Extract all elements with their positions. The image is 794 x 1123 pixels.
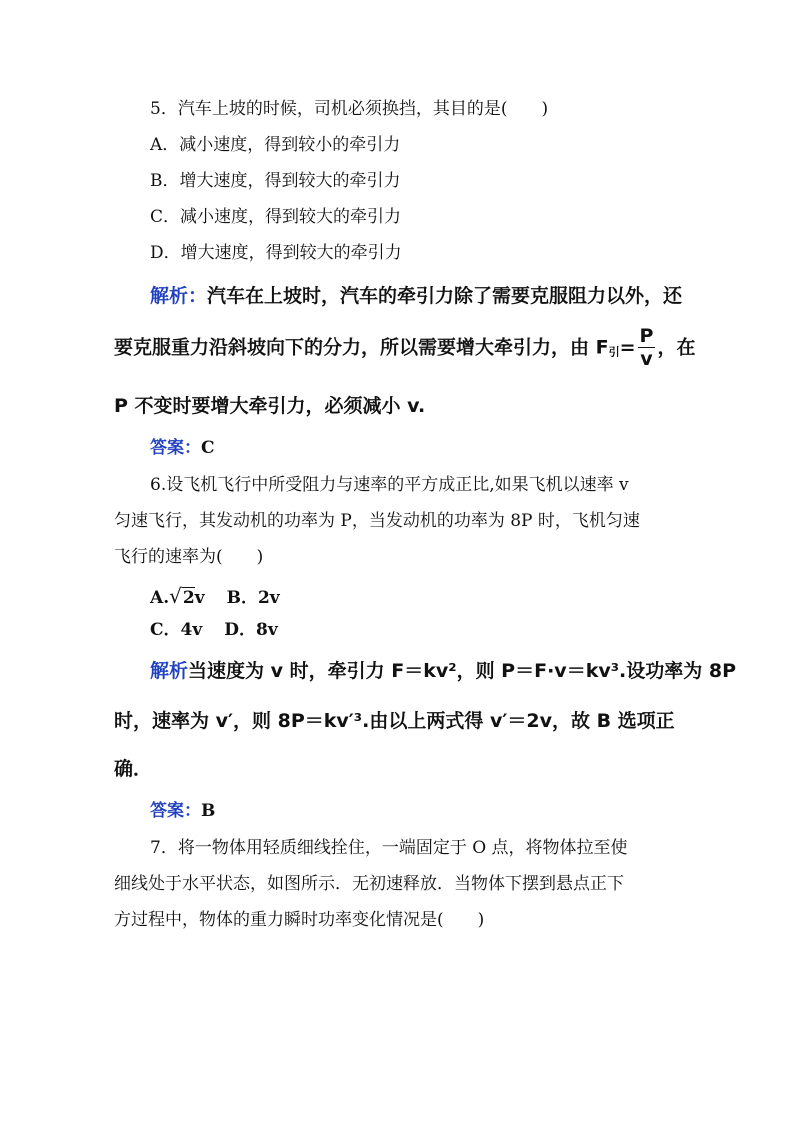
q7-stem-line2: 细线处于水平状态，如图所示．无初速释放．当物体下摆到悬点正下 [114, 874, 624, 894]
q6-option-a-prefix: A. [150, 588, 170, 608]
q5-analysis-line1 [150, 287, 682, 306]
q6-stem-line3: 飞行的速率为( ) [114, 547, 264, 567]
q5-option-d: D．增大速度，得到较大的牵引力 [150, 243, 402, 263]
q6-stem-line2: 匀速飞行，其发动机的功率为 P，当发动机的功率为 8P 时，飞机匀速 [114, 511, 640, 531]
q5-answer-value: C [201, 438, 215, 458]
q6-options-ab [150, 586, 280, 607]
q6-sqrt [169, 586, 195, 607]
q6-option-d: D．8v [224, 620, 278, 640]
q5-fraction [638, 327, 656, 369]
q5-analysis-text1: 汽车在上坡时，汽车的牵引力除了需要克服阻力以外，还 [207, 285, 683, 307]
q6-answer-label: 答案： [150, 801, 201, 821]
q6-analysis-text1: 当速度为 v 时，牵引力 F＝kv²，则 P＝F·v＝kv³.设功率为 8P [188, 660, 737, 682]
sqrt-icon: √ [169, 584, 182, 608]
q6-analysis-line3: 确． [114, 758, 153, 780]
q6-option-b: B．2v [226, 588, 280, 608]
q5-option-a: A．减小速度，得到较小的牵引力 [150, 135, 401, 155]
q6-options-cd [150, 622, 278, 639]
q7-stem-line3: 方过程中，物体的重力瞬时功率变化情况是( ) [114, 910, 485, 930]
q5-analysis-label: 解析： [150, 285, 208, 307]
q5-subscript: 引 [608, 345, 620, 359]
q6-analysis-line1 [150, 662, 736, 681]
q5-fraction-numerator: P [639, 325, 654, 347]
q6-stem-line1: 6.设飞机飞行中所受阻力与速率的平方成正比,如果飞机以速率 v [150, 475, 629, 495]
q6-option-c: C．4v [150, 620, 203, 640]
q6-option-a-suffix: v [194, 588, 205, 608]
q5-analysis-text2-end: ，在 [657, 336, 696, 359]
q6-analysis-label: 解析 [150, 660, 189, 682]
q5-analysis-text2: 要克服重力沿斜坡向下的分力，所以需要增大牵引力，由 F [114, 336, 609, 359]
q6-analysis-line2: 时，速率为 v′，则 8P＝kv′³.由以上两式得 v′＝2v，故 B 选项正 [114, 710, 675, 732]
q6-radicand: 2 [182, 588, 195, 608]
q6-answer [150, 803, 215, 820]
q5-option-b: B．增大速度，得到较大的牵引力 [150, 171, 401, 191]
q5-equals: = [619, 336, 636, 359]
q5-fraction-denominator: v [640, 348, 653, 370]
q5-answer-label: 答案： [150, 438, 201, 458]
q5-answer [150, 440, 215, 457]
q5-stem: 5．汽车上坡的时候，司机必须换挡，其目的是( ) [150, 99, 549, 119]
q5-option-c: C．减小速度，得到较大的牵引力 [150, 207, 402, 227]
q5-analysis-line2 [114, 327, 695, 369]
q7-stem-line1: 7．将一物体用轻质细线拴住，一端固定于 O 点，将物体拉至使 [150, 838, 628, 858]
q6-answer-value: B [201, 801, 216, 821]
q5-analysis-line3: P 不变时要增大牵引力，必须减小 v. [114, 395, 426, 417]
